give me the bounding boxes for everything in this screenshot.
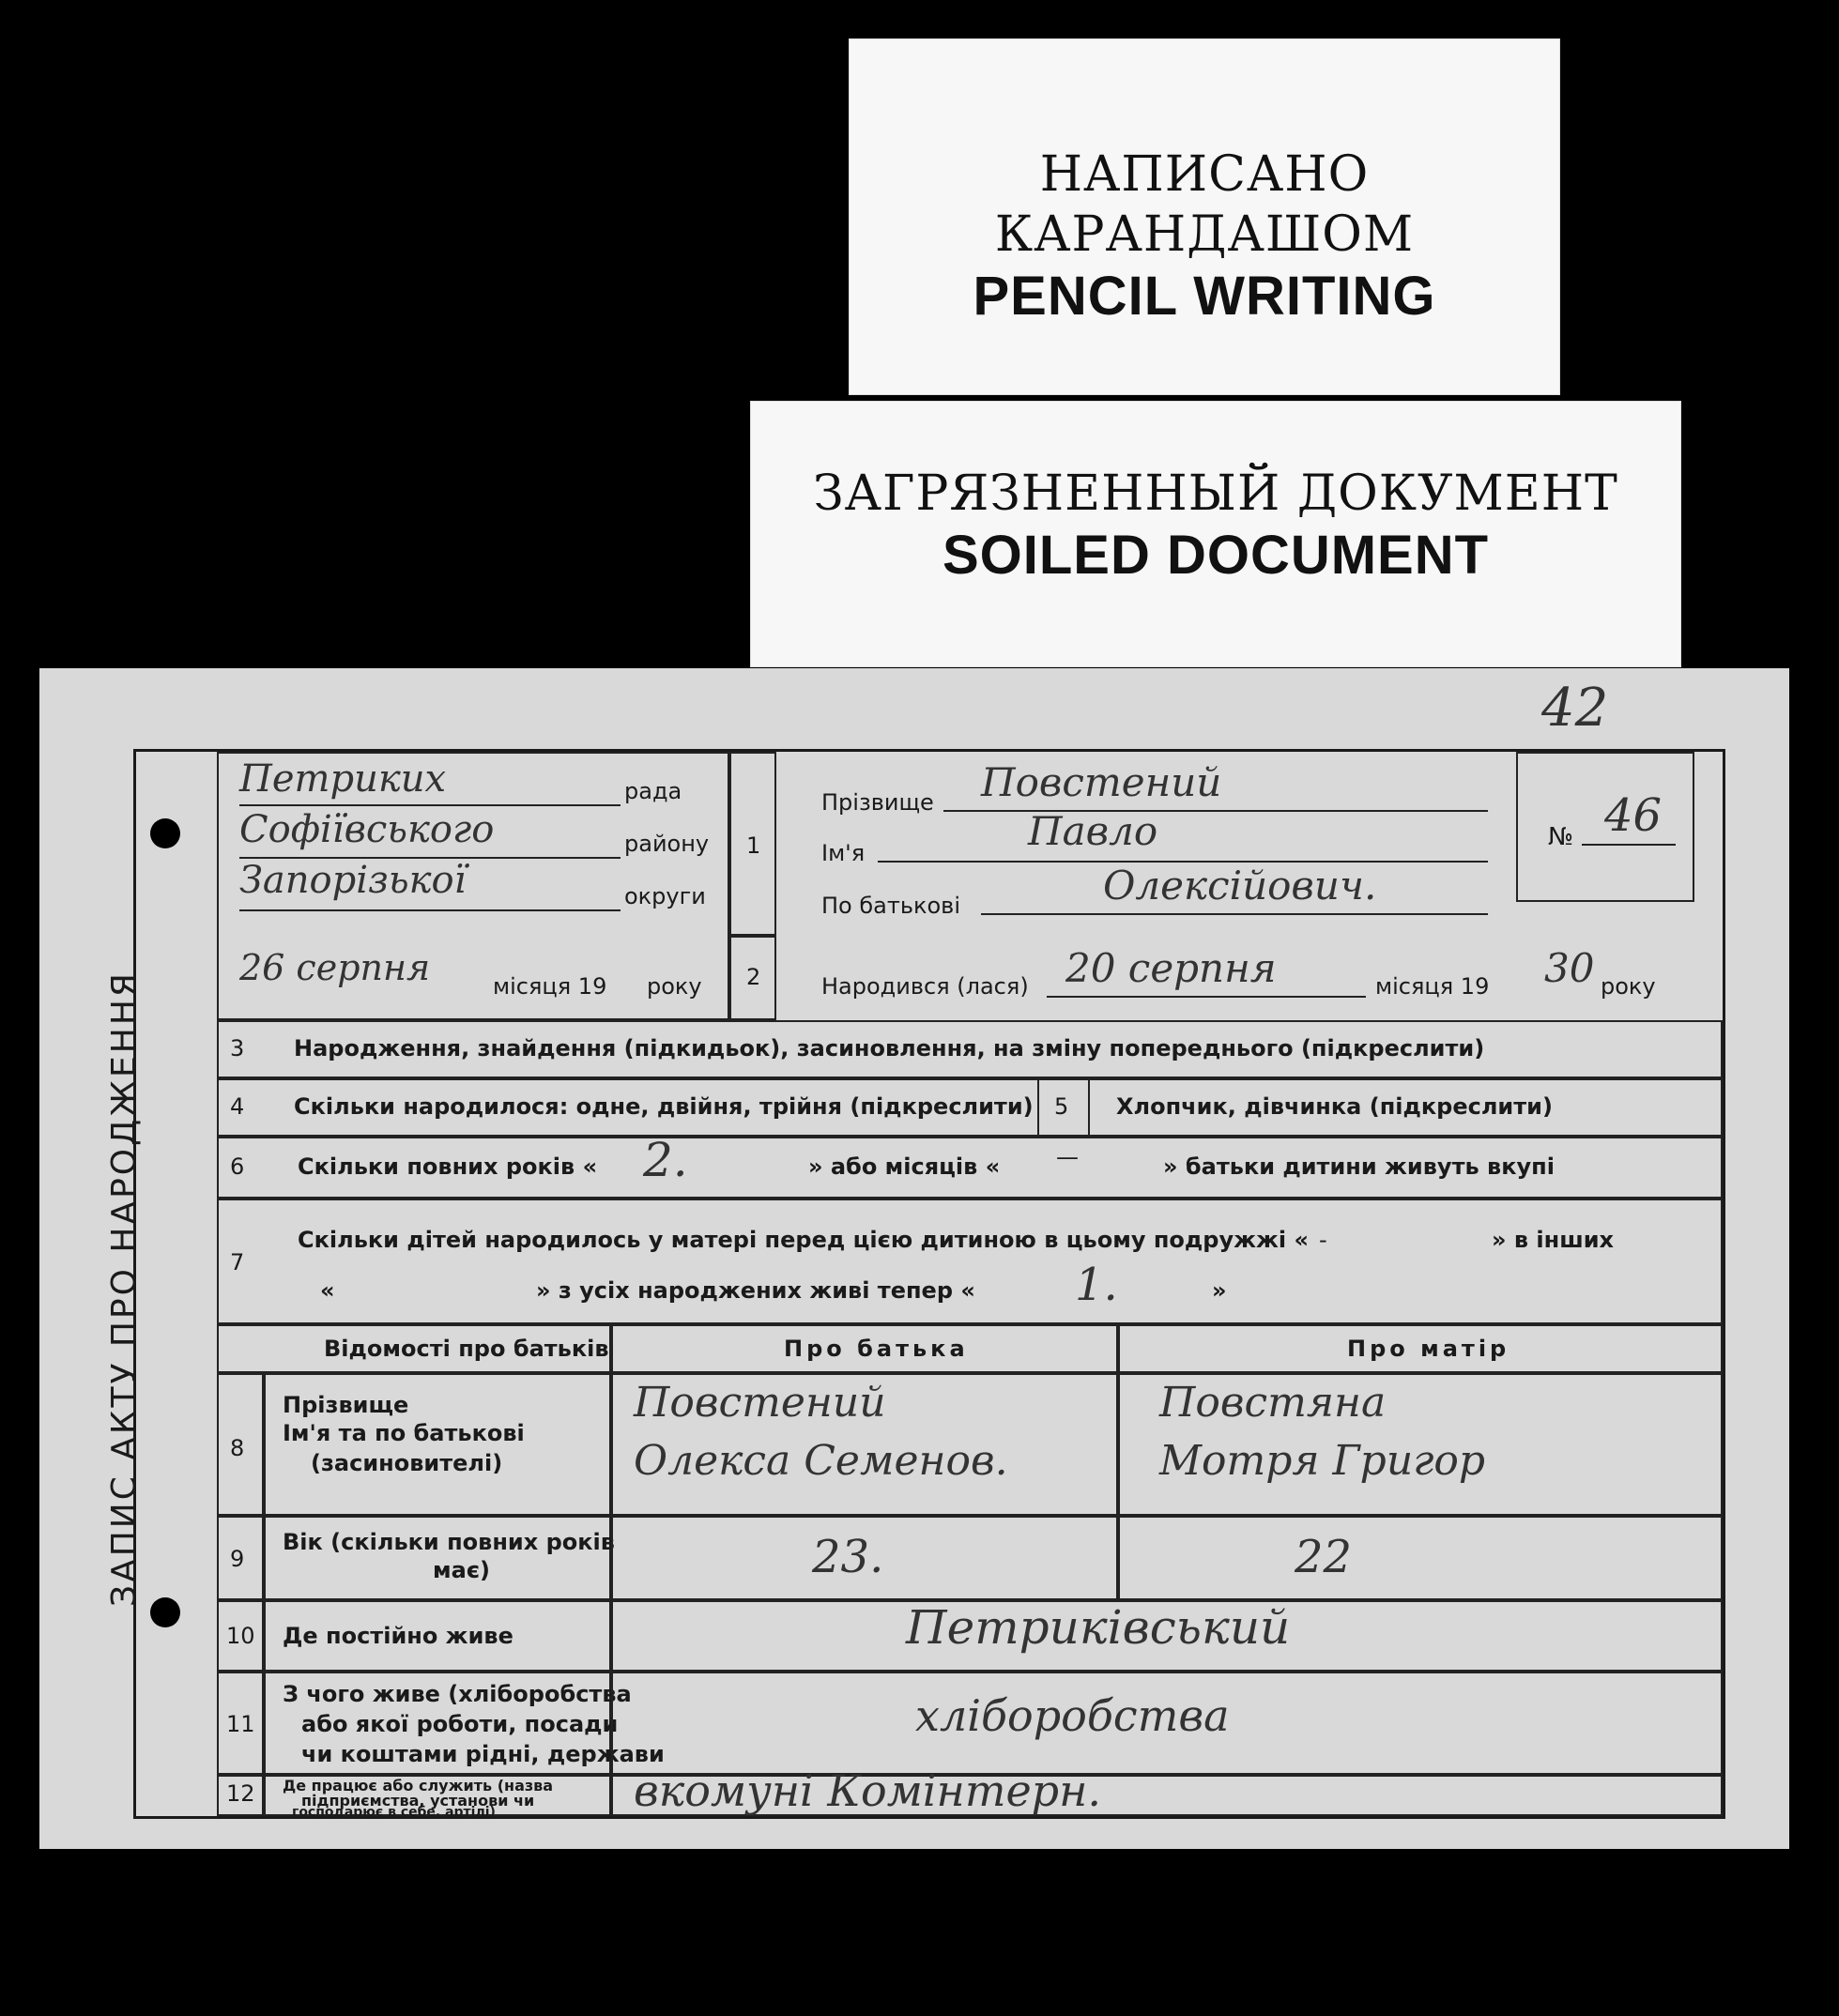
row-9-number: 9 xyxy=(230,1546,245,1572)
corner-number: 42 xyxy=(1541,678,1609,739)
row-8-label-1: Прізвище xyxy=(283,1392,409,1418)
name-label: Ім'я xyxy=(821,840,866,866)
rada-line xyxy=(239,804,621,806)
row-12-number: 12 xyxy=(226,1780,255,1807)
soiled-document-note xyxy=(751,402,1680,666)
birth-year-label: року xyxy=(1601,973,1656,1000)
row-6-text-b: » або місяців « xyxy=(808,1153,1001,1180)
pencil-writing-note xyxy=(850,39,1559,394)
note-en-soiled: SOILED DOCUMENT xyxy=(942,525,1490,586)
raion-value: Софіївського xyxy=(239,808,495,851)
mother-age: 22 xyxy=(1295,1531,1353,1583)
birth-day-line xyxy=(1047,996,1366,998)
mother-header-label: Про матір xyxy=(1347,1336,1510,1362)
row-5-number: 5 xyxy=(1054,1093,1069,1120)
row-12-label-1: Де працює або служить (назва xyxy=(283,1777,554,1795)
raion-label: району xyxy=(624,831,710,857)
row-7-line2-c: » xyxy=(1212,1277,1227,1304)
row-3-number: 3 xyxy=(230,1035,245,1061)
row-7-line1-a: Скільки дітей народилось у матері перед цією дитиною в цьому подружжі « xyxy=(298,1227,1309,1253)
rada-value: Петриких xyxy=(239,757,447,801)
row-10-number: 10 xyxy=(226,1623,255,1649)
row-6-number: 6 xyxy=(230,1153,245,1180)
row-10-label: Де постійно живе xyxy=(283,1623,513,1649)
record-number-line xyxy=(1582,844,1676,846)
years-together: 2. xyxy=(643,1133,688,1187)
father-age: 23. xyxy=(812,1531,884,1583)
note-ru-soiled: ЗАГРЯЗНЕННЫЙ ДОКУМЕНТ xyxy=(813,466,1618,522)
mother-age-cell xyxy=(1118,1516,1723,1600)
row-7-line1-b: » в інших xyxy=(1492,1227,1614,1253)
row-5-text: Хлопчик, дівчинка (підкреслити) xyxy=(1116,1093,1553,1120)
row-8-label-3: (засиновителі) xyxy=(311,1450,503,1476)
month-label: місяця 19 xyxy=(493,973,607,1000)
child-surname: Повстений xyxy=(981,759,1222,805)
row-2-number: 2 xyxy=(746,964,761,990)
registration-date: 26 серпня xyxy=(239,947,431,988)
row-11-label-1: З чого живе (хліборобства xyxy=(283,1681,632,1707)
row-7-line2-b: » з усіх народжених живі тепер « xyxy=(536,1277,975,1304)
row-6-text-c: » батьки дитини живуть вкупі xyxy=(1163,1153,1555,1180)
record-number: 46 xyxy=(1604,789,1663,842)
occupation-value: хліборобства xyxy=(915,1690,1230,1741)
row-11-label-2: або якої роботи, посади xyxy=(301,1711,619,1737)
mother-name: Мотря Григор xyxy=(1159,1437,1486,1485)
child-name: Павло xyxy=(1028,808,1158,854)
row-3-text: Народження, знайдення (підкидьок), засиновлення, на зміну попереднього (підкреслити) xyxy=(294,1035,1485,1061)
row-9-label-1: Вік (скільки повних років xyxy=(283,1529,615,1555)
birth-year: 30 xyxy=(1544,945,1595,991)
row-7-number: 7 xyxy=(230,1249,245,1275)
months-together: — xyxy=(1056,1144,1079,1170)
workplace-value: вкомунi Комінтерн. xyxy=(634,1765,1102,1816)
surname-line xyxy=(943,810,1488,812)
birth-record-form xyxy=(39,668,1789,1849)
row-9-label-2: має) xyxy=(433,1557,491,1583)
row-7 xyxy=(217,1199,1723,1324)
father-header-label: Про батька xyxy=(784,1336,969,1362)
child-patronymic: Олексійович. xyxy=(1103,863,1377,909)
record-number-label: № xyxy=(1548,823,1574,851)
patronymic-line xyxy=(981,913,1488,915)
okruha-value: Запорізької xyxy=(239,859,467,902)
residence-value: Петриківський xyxy=(906,1600,1291,1655)
note-ru-line-1: НАПИСАНО xyxy=(1039,146,1370,203)
okruha-line xyxy=(239,909,621,911)
birth-day: 20 серпня xyxy=(1065,945,1277,991)
row-11-label-3: чи коштами рідні, держави xyxy=(301,1741,665,1767)
father-surname: Повстений xyxy=(634,1379,886,1427)
row-1-number: 1 xyxy=(746,832,761,859)
birth-month-label: місяця 19 xyxy=(1375,973,1490,1000)
vertical-title: ЗАПИС АКТУ ПРО НАРОДЖЕННЯ xyxy=(105,970,144,1607)
rada-label: рада xyxy=(624,778,682,804)
note-en-line: PENCIL WRITING xyxy=(973,266,1436,327)
form-grid xyxy=(133,749,1725,1819)
surname-label: Прізвище xyxy=(821,789,934,816)
living-children: 1. xyxy=(1075,1259,1118,1311)
row-4-number: 4 xyxy=(230,1093,245,1120)
born-label: Народився (лася) xyxy=(821,973,1029,1000)
row-12-label-2: підприємства, установи чи xyxy=(301,1792,535,1810)
row-11-number: 11 xyxy=(226,1711,255,1737)
row-7-line1-value: - xyxy=(1319,1227,1327,1253)
row-12-label-3: господарює в себе, артілі) xyxy=(292,1805,496,1820)
mother-surname: Повстяна xyxy=(1159,1379,1387,1427)
patronymic-label: По батькові xyxy=(821,893,960,919)
row-6-text-a: Скільки повних років « xyxy=(298,1153,598,1180)
okruha-label: округи xyxy=(624,883,706,909)
parents-info-label: Відомості про батьків xyxy=(324,1336,609,1362)
father-name: Олекса Семенов. xyxy=(634,1437,1008,1485)
row-8-label-2: Ім'я та по батькові xyxy=(283,1420,525,1446)
note-ru-line-2: КАРАНДАШОМ xyxy=(994,206,1415,263)
row-8-number: 8 xyxy=(230,1435,245,1461)
row-7-line2-a: « xyxy=(320,1277,335,1304)
year-label: року xyxy=(647,973,702,1000)
row-4-text: Скільки народилося: одне, двійня, трійня (підкреслити) xyxy=(294,1093,1034,1120)
